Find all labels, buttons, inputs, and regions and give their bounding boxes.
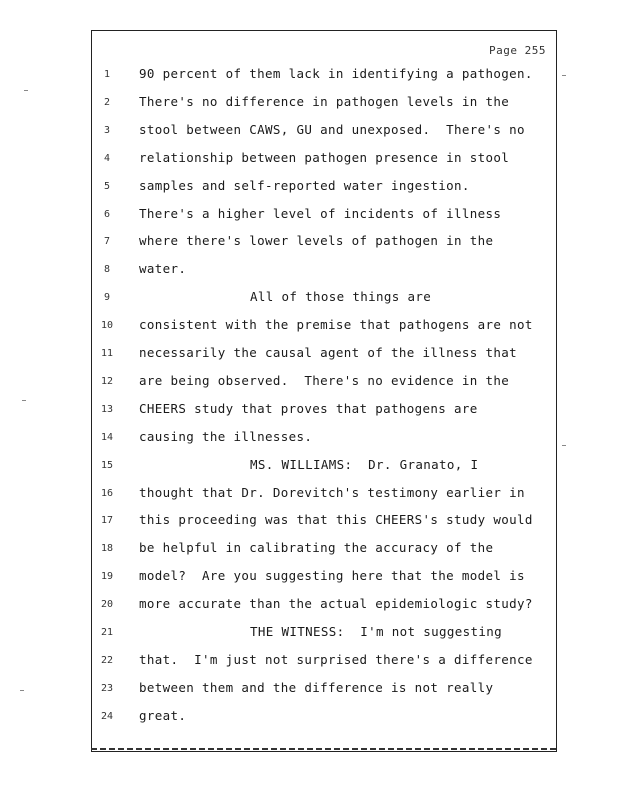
line-text: this proceeding was that this CHEERS's study would	[139, 512, 533, 528]
line-number: 24	[100, 710, 114, 722]
line-text: between them and the difference is not really	[139, 679, 494, 695]
transcript-line	[92, 205, 558, 225]
transcript-line	[92, 400, 558, 420]
transcript-line	[92, 456, 558, 476]
line-text: All of those things are	[250, 289, 432, 305]
line-number: 4	[103, 152, 111, 164]
line-number: 14	[100, 431, 114, 443]
line-text: THE WITNESS: I'm not suggesting	[250, 624, 503, 639]
page-number: Page 255	[489, 44, 546, 57]
transcript-line	[92, 651, 558, 671]
line-text: stool between CAWS, GU and unexposed. There's no	[139, 121, 525, 137]
line-text: consistent with the premise that pathogens are not	[139, 317, 533, 333]
transcript-line	[92, 260, 558, 280]
line-number: 2	[103, 96, 111, 108]
line-text: thought that Dr. Dorevitch's testimony earlier in	[139, 484, 525, 500]
line-number: 19	[100, 571, 114, 583]
transcript-line	[92, 149, 558, 169]
transcript-line	[92, 121, 558, 141]
transcript-line	[92, 177, 558, 197]
line-number: 12	[100, 375, 114, 387]
line-text: great.	[139, 707, 187, 723]
line-text: more accurate than the actual epidemiologic study?	[139, 596, 533, 612]
line-number: 22	[100, 654, 114, 666]
line-text: that. I'm just not surprised there's a difference	[139, 651, 533, 667]
transcript-line	[92, 484, 558, 504]
transcript-page	[91, 30, 557, 752]
line-number: 7	[103, 236, 111, 248]
line-number: 15	[100, 459, 114, 471]
transcript-line	[92, 567, 558, 587]
bottom-rule	[91, 748, 557, 750]
transcript-line	[92, 595, 558, 615]
line-text: CHEERS study that proves that pathogens are	[139, 400, 478, 416]
line-number: 18	[100, 543, 114, 555]
line-number: 11	[100, 348, 114, 359]
transcript-line	[92, 679, 558, 699]
line-number: 21	[100, 627, 114, 638]
scan-mark	[562, 445, 566, 446]
line-number: 16	[100, 487, 114, 499]
line-text: MS. WILLIAMS: Dr. Granato, I	[250, 456, 479, 472]
line-text: be helpful in calibrating the accuracy of the	[139, 540, 494, 556]
line-number: 3	[103, 124, 111, 136]
line-number: 6	[103, 208, 111, 220]
scan-mark	[22, 400, 26, 401]
transcript-line	[92, 316, 558, 336]
transcript-line	[92, 623, 558, 643]
line-number: 9	[103, 292, 111, 304]
line-text: relationship between pathogen presence in stool	[139, 149, 510, 165]
line-number: 8	[103, 264, 111, 276]
transcript-line	[92, 93, 558, 113]
line-text: where there's lower levels of pathogen in the	[139, 233, 494, 249]
transcript-line	[92, 344, 558, 364]
transcript-line	[92, 428, 558, 448]
line-text: model? Are you suggesting here that the model is	[139, 568, 525, 584]
scan-mark	[562, 75, 566, 76]
line-number: 5	[103, 180, 111, 192]
transcript-line	[92, 707, 558, 727]
line-text: water.	[139, 261, 187, 277]
line-number: 20	[100, 599, 114, 611]
transcript-line	[92, 65, 558, 85]
line-text: are being observed. There's no evidence in the	[139, 372, 510, 388]
transcript-line	[92, 372, 558, 392]
transcript-line	[92, 511, 558, 531]
scan-mark	[24, 90, 28, 91]
line-number: 13	[100, 403, 114, 415]
line-number: 10	[100, 320, 114, 332]
transcript-line	[92, 539, 558, 559]
line-text: There's a higher level of incidents of illness	[139, 205, 502, 221]
line-number: 23	[100, 682, 114, 694]
line-text: samples and self-reported water ingestion.	[139, 177, 470, 193]
line-text: necessarily the causal agent of the illness that	[139, 345, 518, 360]
line-number: 17	[100, 515, 114, 527]
transcript-line	[92, 232, 558, 252]
line-text: There's no difference in pathogen levels in the	[139, 93, 510, 109]
line-number: 1	[103, 69, 111, 80]
transcript-line	[92, 288, 558, 308]
line-text: 90 percent of them lack in identifying a pathogen.	[139, 66, 533, 81]
line-text: causing the illnesses.	[139, 428, 313, 444]
scan-mark	[20, 690, 24, 691]
